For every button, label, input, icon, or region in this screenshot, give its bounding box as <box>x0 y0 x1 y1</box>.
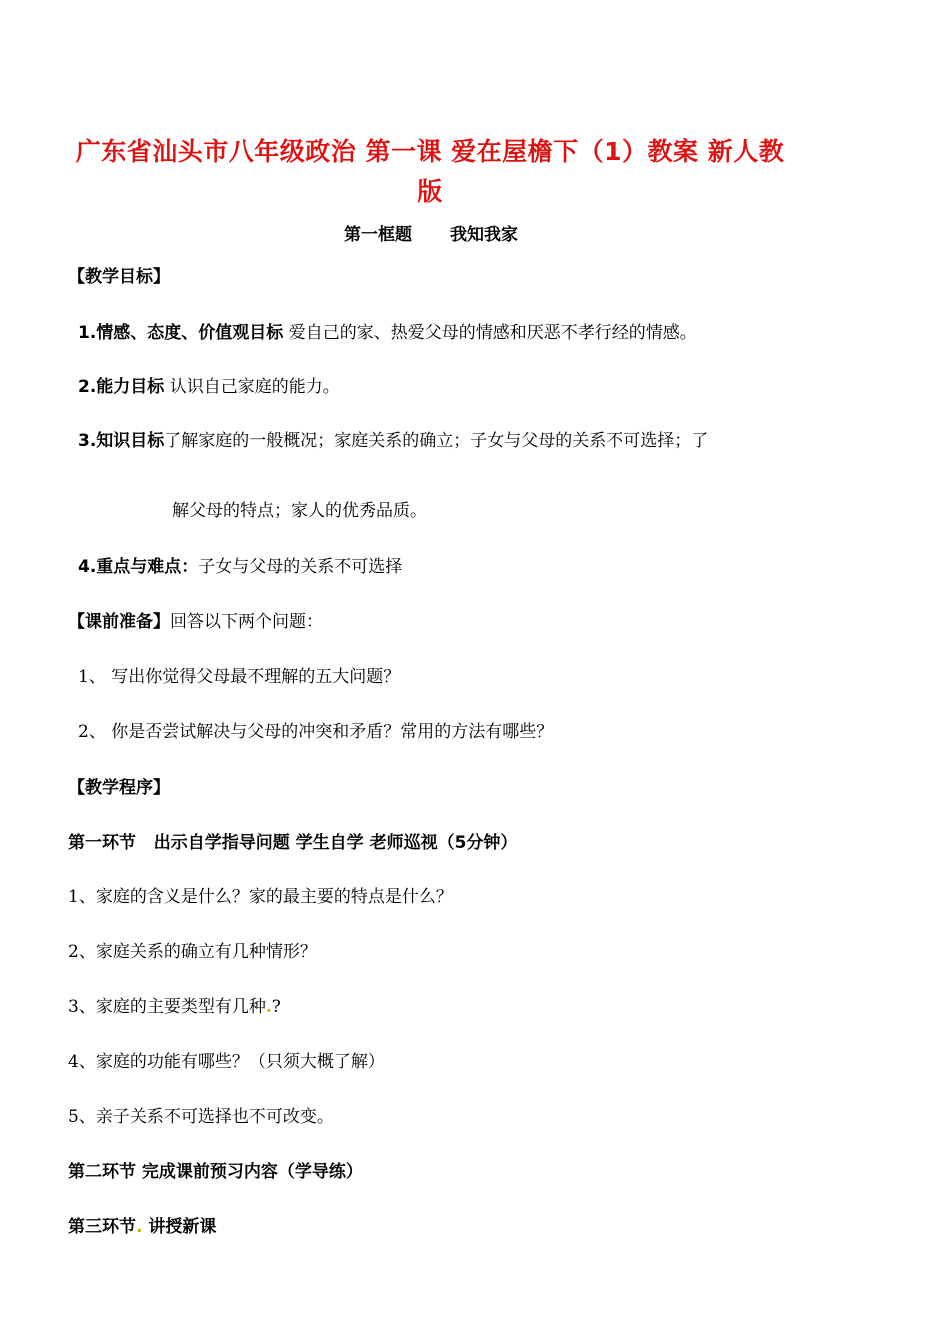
preparation-item-2: 2、 你是否尝试解决与父母的冲突和矛盾？常用的方法有哪些？ <box>78 722 554 742</box>
objective-label: 3.知识目标 <box>78 431 165 451</box>
question-3-text: 3、家庭的主要类型有几种 <box>68 997 266 1017</box>
objective-text: 子女与父母的关系不可选择 <box>198 557 403 577</box>
question-2: 2、家庭关系的确立有几种情形？ <box>68 942 317 962</box>
step-3-rest: 讲授新课 <box>142 1217 217 1237</box>
objective-text: 爱自己的家、热爱父母的情感和厌恶不孝行经的情感。 <box>283 323 697 343</box>
preparation-text: 回答以下两个问题： <box>170 612 323 632</box>
section-subtitle <box>0 224 862 246</box>
objectives-heading: 【教学目标】 <box>68 267 170 287</box>
step-3-label: 第三环节 <box>68 1217 136 1237</box>
preparation-item-1: 1、 写出你觉得父母最不理解的五大问题？ <box>78 667 401 687</box>
title-line-1: 广东省汕头市八年级政治 第一课 爱在屋檐下（1）教案 新人教 <box>75 137 785 166</box>
preparation-heading: 【课前准备】 <box>68 612 170 632</box>
procedure-step-2: 第二环节 完成课前预习内容（学导练） <box>68 1162 363 1182</box>
preparation-line <box>68 611 323 633</box>
objective-label: 1.情感、态度、价值观目标 <box>78 323 284 343</box>
procedure-step-1: 第一环节 出示自学指导问题 学生自学 老师巡视（5分钟） <box>68 833 518 853</box>
step-3-dot: . <box>136 1217 143 1237</box>
objective-item-3 <box>78 430 708 452</box>
procedure-heading: 【教学程序】 <box>68 778 170 798</box>
question-3 <box>68 996 281 1018</box>
procedure-step-3 <box>68 1216 216 1238</box>
subtitle-left: 第一框题 <box>344 225 412 245</box>
objective-label: 2.能力目标 <box>78 377 165 397</box>
question-1: 1、家庭的含义是什么？家的最主要的特点是什么？ <box>68 887 453 907</box>
objective-label: 4.重点与难点： <box>78 557 199 577</box>
document-title <box>60 132 800 212</box>
objective-item-1 <box>78 322 697 344</box>
question-4: 4、家庭的功能有哪些？（只须大概了解） <box>68 1052 385 1072</box>
objective-item-4 <box>78 556 402 578</box>
objective-text: 认识自己家庭的能力。 <box>164 377 340 397</box>
objective-item-3-continuation: 解父母的特点；家人的优秀品质。 <box>172 501 427 521</box>
question-3-end: ? <box>271 997 281 1017</box>
question-3-dot: . <box>265 997 272 1017</box>
subtitle-right: 我知我家 <box>450 225 518 245</box>
title-line-2: 版 <box>417 177 443 206</box>
objective-text: 了解家庭的一般概况；家庭关系的确立；子女与父母的关系不可选择；了 <box>164 431 709 451</box>
objective-item-2 <box>78 376 340 398</box>
question-5: 5、亲子关系不可选择也不可改变。 <box>68 1107 334 1127</box>
